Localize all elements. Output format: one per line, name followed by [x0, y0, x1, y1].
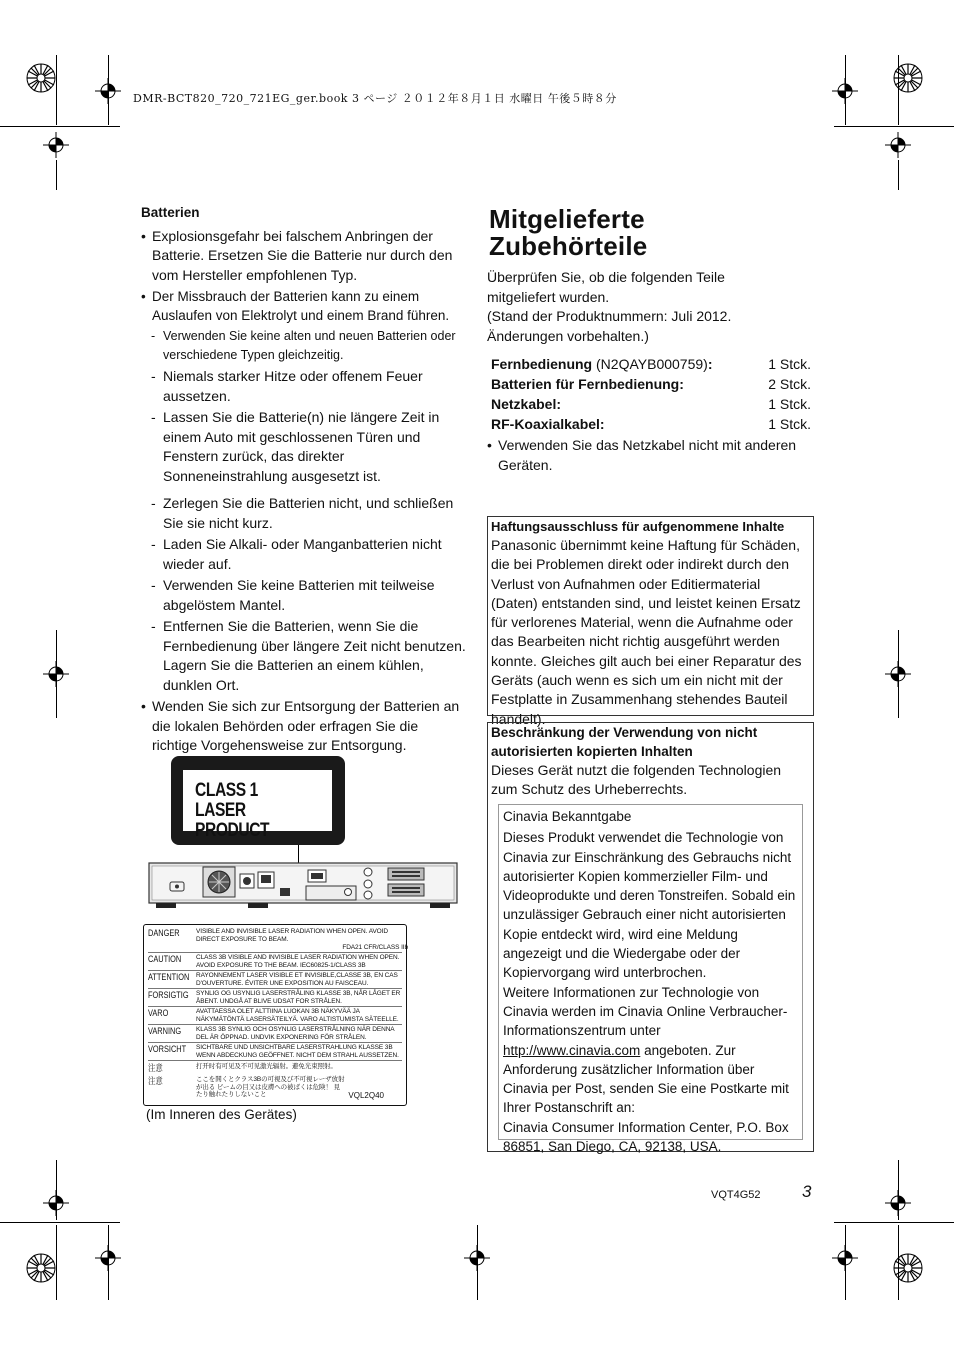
registration-target-icon — [25, 62, 57, 94]
batteries-bullet: • Wenden Sie sich zur Entsorgung der Batterien an die lokalen Behörden oder erfragen Sie die richtige Vorgehensweise zur Entsorgung. — [141, 697, 466, 756]
page-number: 3 — [802, 1182, 812, 1201]
batteries-dash-text: Zerlegen Sie die Batterien nicht, und schließen Sie sie nicht kurz. — [163, 495, 454, 531]
laser-warning-label: DANGER VISIBLE AND INVISIBLE LASER RADIATION WHEN OPEN. AVOID DIRECT EXPOSURE TO BEAM. FDA21 CFR/CLASS IIb CAUTION CLASS 3B VISIBLE AND INVISIBLE LASER RADIATION WHEN OPEN. AVOID EXPOSURE TO THE BEAM. IEC60825-1/CLASS 3B ATTENTION RAYONNEMENT LASER VISIBLE ET INVISIBLE,CLASSE 3B, EN CAS D'OUVERTURE. ÉVITER UNE EXPOSITION AU FAISCEAU. FORSIGTIG SYNLIG OG USYNLIG LASERSTRÅLING KLASSE 3B, NÅR LÅGET ER ÅBENT. UNDGÅ AT BLIVE UDSAT FOR STRÅLEN. VARO AVATTAESSA OLET ALTTIINA LUOKAN 3B NÄKYVÄÄ JA NÄKYMÄTÖNTÄ LASERSÄTEILYÄ. VARO ALTISTUMISTA SÄTEELLE. VARNING KLASS 3B SYNLIG OCH OSYNLIG LASERSTRÅLNING NÄR DENNA DEL ÄR ÖPPNAD. UNDVIK EXPONERING FÖR STRÅLEN. VORSICHT SICHTBARE UND UNSICHTBARE LASERSTRAHLUNG KLASSE 3B WENN ABDECKUNG GEÖFFNET. NICHT DEM STRAHL AUSSETZEN. 注意 打开时有可见及不可见激光辐射。避免光束照射。 注意 ここを開くとクラス3Bの可視及び不可視レーザ放射が出る ビームの目又は皮膚への被ばくは危険！ 見たり触れたりしないこと VQL2Q40 — [143, 924, 407, 1106]
accessories-title — [489, 206, 647, 260]
batteries-dash-item: - Verwenden Sie keine alten und neuen Batterien oder verschiedene Typen gleichzeitig. — [151, 329, 456, 362]
print-file-info: DMR-BCT820_720_721EG_ger.book 3 ページ ２０１２年８月１日 水曜日 午後５時８分 — [133, 92, 617, 105]
accessory-row — [491, 414, 811, 434]
disclaimer-body: Panasonic übernimmt keine Haftung für Schäden, die bei Problemen direkt oder indirekt durch den Verlust von Aufnahmen oder Editiermaterial (Daten) entstanden sind, und leistet keinen Ersatz für verlorenes Material, wenn die Aufnahme oder das Bearbeiten nicht richtig ausgeführt werden konnte. Gleiches gilt auch bei einer Reparatur des Geräts (auch wenn es sich um ein nicht mit der Festplatte in Zusammenhang stehendes Bauteil handelt). — [491, 537, 802, 727]
batteries-dash-item: - Niemals starker Hitze oder offenem Feuer aussetzen. — [151, 368, 423, 404]
accessory-qty: 1 Stck. — [768, 356, 811, 372]
cinavia-address: Cinavia Consumer Information Center, P.O. Box 86851, San Diego, CA, 92138, USA. — [503, 1119, 789, 1155]
crosshair-icon — [43, 132, 69, 158]
accessories-bullet: • Verwenden Sie das Netzkabel nicht mit anderen Geräten. — [487, 436, 813, 475]
accessory-name: Netzkabel: — [491, 396, 562, 412]
cinavia-paragraph: Dieses Produkt verwendet die Technologie von Cinavia zur Einschränkung des Gebrauchs nicht autorisierter Kopien kommerzieller Film- und Videoprodukte und deren Tonstreifen. Sobald ein unzulässiger Gebrauch einer nicht autorisierten Kopie entdeckt wird, wird eine Meldung angezeigt und die Wiedergabe oder der Kopiervorgang wird unterbrochen. — [503, 830, 796, 981]
restriction-heading: Beschränkung der Verwendung von nicht autorisierten kopierten Inhalten — [491, 725, 758, 759]
batteries-dash-text: Verwenden Sie keine alten und neuen Batterien oder verschiedene Typen gleichzeitig. — [163, 329, 456, 362]
batteries-dash-text: Laden Sie Alkali- oder Manganbatterien nicht wieder auf. — [163, 536, 442, 572]
batteries-section — [141, 203, 466, 758]
cinavia-link[interactable]: http://www.cinavia.com — [503, 1042, 641, 1058]
registration-target-icon — [892, 62, 924, 94]
accessories-title-line: Zubehörteile — [489, 231, 648, 261]
batteries-dash-text: Verwenden Sie keine Batterien mit teilweise abgelöstem Mantel. — [163, 577, 435, 613]
accessory-qty: 2 Stck. — [768, 376, 811, 392]
batteries-bullet: • Der Missbrauch der Batterien kann zu einem Auslaufen von Elektrolyt und einem Brand führen. — [141, 287, 466, 325]
batteries-dash-text: Niemals starker Hitze oder offenem Feuer aussetzen. — [163, 368, 423, 404]
batteries-bullet: • Explosionsgefahr bei falschem Anbringen der Batterie. Ersetzen Sie die Batterie nur durch den vom Hersteller empfohlenen Typ. — [141, 227, 466, 286]
label-location-caption: (Im Inneren des Gerätes) — [146, 1107, 297, 1122]
registration-target-icon — [25, 1252, 57, 1284]
restriction-body: Dieses Gerät nutzt die folgenden Technologien zum Schutz des Urheberrechts. — [491, 762, 782, 798]
batteries-heading: Batterien — [141, 205, 200, 220]
batteries-dash-item: - Lassen Sie die Batterie(n) nie längere Zeit in einem Auto mit geschlossenen Türen und Fenstern zurück, das direkter Sonneneinstrahlung ausgesetzt ist. — [151, 409, 440, 484]
accessories-note: (Stand der Produktnummern: Juli 2012. Änderungen vorbehalten.) — [487, 308, 732, 344]
cinavia-paragraph: Weitere Informationen zur Technologie von Cinavia werden im Cinavia Online Verbraucher-Informationszentrum unter http://www.cinavia.com angeboten. Zur Anforderung zusätzlicher Information über Cinavia per Post, senden Sie eine Postkarte mit Ihrer Postanschrift an: — [503, 984, 789, 1116]
registration-target-icon — [892, 1252, 924, 1284]
crosshair-icon — [885, 132, 911, 158]
batteries-dash-item: - Laden Sie Alkali- oder Manganbatterien nicht wieder auf. — [151, 536, 442, 572]
accessory-qty: 1 Stck. — [768, 396, 811, 412]
accessory-name: Fernbedienung — [491, 356, 593, 372]
device-rear-panel-illustration — [148, 862, 458, 910]
batteries-dash-text: Entfernen Sie die Batterien, wenn Sie die Fernbedienung über längere Zeit nicht benutzen. Lagern Sie die Batterien an einem kühlen, dunklen Ort. — [163, 618, 466, 693]
accessory-row: Fernbedienung (N2QAYB000759): 1 Stck. — [491, 356, 811, 372]
batteries-dash-item: - Verwenden Sie keine Batterien mit teilweise abgelöstem Mantel. — [151, 577, 435, 613]
accessory-qty: 1 Stck. — [768, 416, 811, 432]
disclaimer-heading: Haftungsausschluss für aufgenommene Inhalte — [491, 519, 785, 534]
disclaimer-box — [487, 516, 814, 727]
batteries-dash-item: - Zerlegen Sie die Batterien nicht, und schließen Sie sie nicht kurz. — [151, 495, 454, 531]
batteries-dash-text: Lassen Sie die Batterie(n) nie längere Zeit in einem Auto mit geschlossenen Türen und Fenstern zurück, das direkter Sonneneinstrahlung ausgesetzt ist. — [163, 409, 440, 484]
cinavia-notice-box — [498, 804, 803, 1155]
laser-class-label — [171, 756, 345, 845]
accessories-title-line: Mitgelieferte — [489, 204, 645, 234]
laser-class-line2: LASER PRODUCT — [195, 800, 270, 841]
warning-label-code: VQL2Q40 — [348, 1091, 384, 1100]
accessories-intro: Überprüfen Sie, ob die folgenden Teile mitgeliefert wurden. — [487, 269, 725, 305]
cinavia-title: Cinavia Bekanntgabe — [503, 809, 632, 824]
accessory-row — [491, 394, 811, 414]
accessory-name: RF-Koaxialkabel: — [491, 416, 605, 432]
accessory-name: Batterien für Fernbedienung: — [491, 376, 684, 392]
laser-class-line1: CLASS 1 — [195, 780, 258, 801]
batteries-dash-item: - Entfernen Sie die Batterien, wenn Sie die Fernbedienung über längere Zeit nicht benutzen. Lagern Sie die Batterien an einem kühlen, dunklen Ort. — [151, 618, 466, 693]
document-code: VQT4G52 — [711, 1189, 761, 1201]
accessory-row — [491, 374, 811, 394]
accessory-code: (N2QAYB000759) — [592, 356, 708, 372]
